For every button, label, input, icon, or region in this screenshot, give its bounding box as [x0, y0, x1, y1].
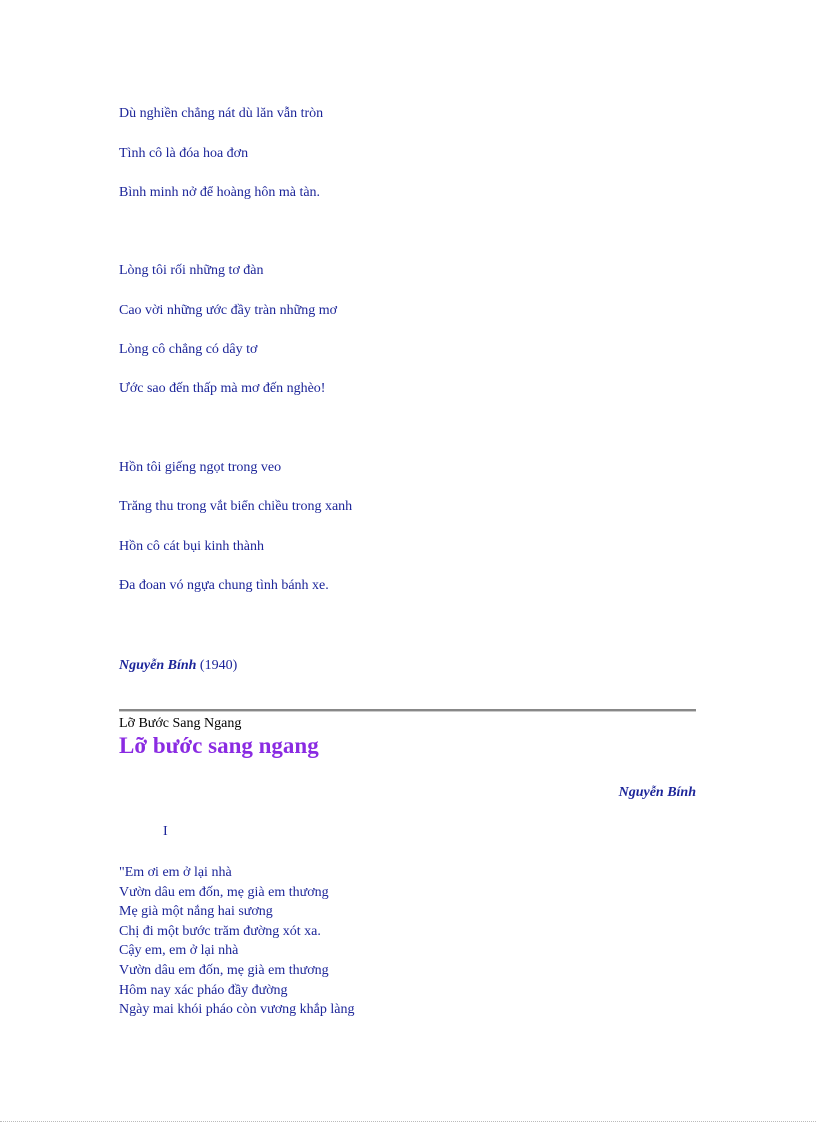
poem-line: Bình minh nở để hoàng hôn mà tàn. [119, 185, 321, 200]
poem-line: Hồn cô cát bụi kinh thành [119, 539, 265, 554]
verse-line: Vườn dâu em đốn, mẹ già em thương [119, 962, 329, 978]
small-title: Lỡ Bước Sang Ngang [119, 716, 242, 731]
poem-line: Hồn tôi giếng ngọt trong veo [119, 460, 282, 475]
section-number: I [163, 824, 168, 839]
poem-line: Trăng thu trong vắt biển chiều trong xanh [119, 499, 353, 514]
poem-title: Lỡ bước sang ngang [119, 733, 319, 758]
poem-signature [119, 658, 237, 674]
verse-line: Vườn dâu em đốn, mẹ già em thương [119, 884, 329, 900]
poem-line: Đa đoan vó ngựa chung tình bánh xe. [119, 578, 329, 593]
signature-year: (1940) [196, 658, 238, 673]
verse-line: Ngày mai khói pháo còn vương khắp làng [119, 1002, 355, 1018]
poem-line: Cao vời những ước đầy tràn những mơ [119, 303, 337, 318]
poem-line: Ước sao đến thấp mà mơ đến nghèo! [119, 381, 326, 396]
poem-line: Tình cô là đóa hoa đơn [119, 146, 249, 161]
poem-line: Lòng tôi rối những tơ đàn [119, 263, 264, 278]
verse-line: Chị đi một bước trăm đường xót xa. [119, 923, 321, 939]
verse-line: Mẹ già một nắng hai sương [119, 904, 273, 920]
horizontal-divider [119, 709, 696, 712]
verse-line: Cậy em, em ở lại nhà [119, 943, 239, 959]
page-bottom-border [0, 1121, 816, 1122]
poem-line: Dù nghiền chẳng nát dù lăn vẫn tròn [119, 106, 324, 121]
signature-author: Nguyễn Bính [119, 658, 197, 673]
verse-line: Hôm nay xác pháo đầy đường [119, 982, 288, 998]
poem-line: Lòng cô chẳng có dây tơ [119, 342, 258, 357]
verse-block [119, 863, 354, 1020]
poem-author: Nguyễn Bính [618, 785, 696, 800]
verse-line: "Em ơi em ở lại nhà [119, 865, 232, 880]
